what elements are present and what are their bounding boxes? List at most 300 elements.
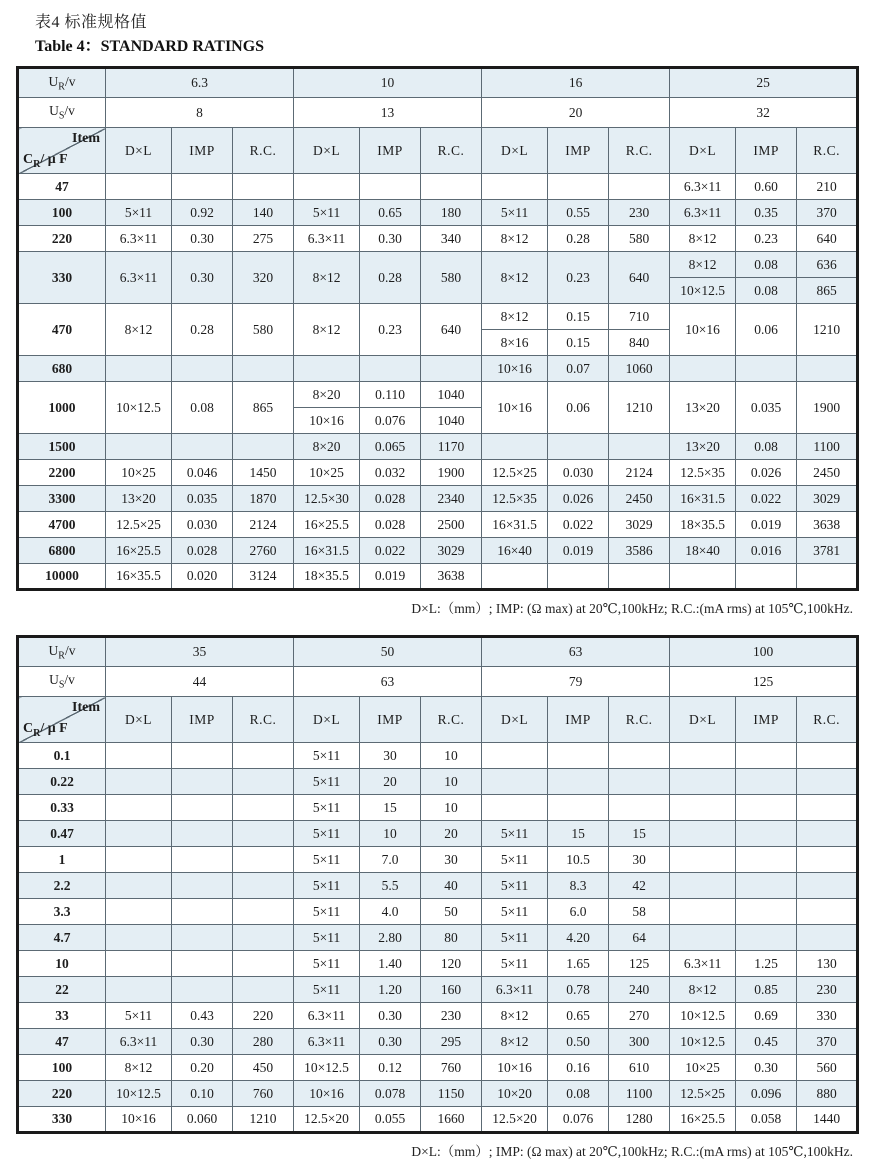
dxl-cell: 18×35.5 — [670, 512, 736, 538]
dxl-cell: 10×12.5 — [106, 1081, 172, 1107]
rc-cell: 640 — [609, 252, 670, 304]
imp-cell — [736, 795, 797, 821]
imp-cell: 0.019 — [360, 564, 421, 590]
table-row — [18, 434, 858, 460]
rc-cell — [421, 356, 482, 382]
column-header-imp: IMP — [548, 128, 609, 174]
imp-cell: 0.046 — [172, 460, 233, 486]
rc-cell — [609, 564, 670, 590]
capacitance-value: 0.1 — [18, 743, 106, 769]
imp-cell — [172, 925, 233, 951]
imp-cell: 0.16 — [548, 1055, 609, 1081]
column-header-imp: IMP — [360, 128, 421, 174]
rc-cell — [233, 821, 294, 847]
dxl-cell: 12.5×25 — [670, 1081, 736, 1107]
us-voltage-value: 44 — [106, 667, 294, 697]
capacitance-value: 6800 — [18, 538, 106, 564]
column-header-rc: R.C. — [609, 128, 670, 174]
rc-cell — [233, 174, 294, 200]
imp-cell: 0.022 — [736, 486, 797, 512]
imp-cell: 0.85 — [736, 977, 797, 1003]
table-row — [18, 847, 858, 873]
imp-cell: 0.019 — [548, 538, 609, 564]
rc-cell — [797, 743, 858, 769]
rc-cell: 640 — [421, 304, 482, 356]
title-english: Table 4：STANDARD RATINGS — [35, 38, 265, 55]
rc-cell — [609, 769, 670, 795]
imp-cell: 1.65 — [548, 951, 609, 977]
rc-cell: 230 — [609, 200, 670, 226]
dxl-cell: 18×40 — [670, 538, 736, 564]
dxl-cell: 6.3×11 — [670, 174, 736, 200]
imp-cell: 0.022 — [360, 538, 421, 564]
dxl-cell: 12.5×20 — [294, 1107, 360, 1133]
capacitance-value: 47 — [18, 174, 106, 200]
imp-cell: 0.035 — [736, 382, 797, 434]
imp-cell: 8.3 — [548, 873, 609, 899]
imp-cell — [172, 743, 233, 769]
rc-cell: 1210 — [233, 1107, 294, 1133]
table-row — [18, 951, 858, 977]
rc-cell — [609, 174, 670, 200]
imp-cell: 0.08 — [548, 1081, 609, 1107]
capacitance-value: 47 — [18, 1029, 106, 1055]
dxl-cell: 13×20 — [670, 382, 736, 434]
rc-cell: 2450 — [609, 486, 670, 512]
column-header-dxl: D×L — [106, 697, 172, 743]
imp-cell: 0.07 — [548, 356, 609, 382]
table-row — [18, 486, 858, 512]
table-row — [18, 1107, 858, 1133]
dxl-cell: 10×16 — [294, 1081, 360, 1107]
dxl-cell: 12.5×25 — [106, 512, 172, 538]
rc-cell: 1870 — [233, 486, 294, 512]
rc-cell — [797, 821, 858, 847]
rc-cell — [609, 795, 670, 821]
table-row — [18, 226, 858, 252]
dxl-cell: 5×11 — [294, 899, 360, 925]
dxl-cell: 8×12 — [294, 252, 360, 304]
imp-cell: 0.43 — [172, 1003, 233, 1029]
imp-cell: 0.076 — [548, 1107, 609, 1133]
rated-voltage-row — [18, 68, 858, 98]
rc-cell — [797, 795, 858, 821]
capacitance-value: 4700 — [18, 512, 106, 538]
us-voltage-value: 20 — [482, 98, 670, 128]
imp-cell: 6.0 — [548, 899, 609, 925]
capacitance-value: 0.22 — [18, 769, 106, 795]
imp-cell: 0.06 — [736, 304, 797, 356]
dxl-cell: 5×11 — [482, 899, 548, 925]
dxl-cell: 6.3×11 — [294, 1029, 360, 1055]
dxl-cell: 10×25 — [294, 460, 360, 486]
imp-cell — [172, 951, 233, 977]
column-header-dxl: D×L — [294, 128, 360, 174]
column-header-rc: R.C. — [797, 128, 858, 174]
rc-cell: 3638 — [797, 512, 858, 538]
rc-cell: 280 — [233, 1029, 294, 1055]
rc-cell: 3124 — [233, 564, 294, 590]
dxl-cell: 6.3×11 — [482, 977, 548, 1003]
rc-cell: 180 — [421, 200, 482, 226]
capacitance-value: 0.33 — [18, 795, 106, 821]
dxl-cell — [482, 769, 548, 795]
imp-cell: 0.55 — [548, 200, 609, 226]
imp-cell: 0.69 — [736, 1003, 797, 1029]
dxl-cell — [106, 769, 172, 795]
dxl-cell: 6.3×11 — [106, 226, 172, 252]
dxl-cell: 16×31.5 — [670, 486, 736, 512]
imp-cell — [736, 847, 797, 873]
capacitance-value: 10000 — [18, 564, 106, 590]
ur-voltage-value: 35 — [106, 637, 294, 667]
rc-cell: 50 — [421, 899, 482, 925]
column-header-imp: IMP — [736, 128, 797, 174]
dxl-cell: 5×11 — [482, 873, 548, 899]
capacitance-value: 220 — [18, 1081, 106, 1107]
dxl-cell: 8×12 — [670, 226, 736, 252]
dxl-cell — [106, 743, 172, 769]
item-cr-diagonal-header — [18, 128, 106, 174]
table-row — [18, 743, 858, 769]
column-header-rc: R.C. — [421, 128, 482, 174]
rc-cell: 125 — [609, 951, 670, 977]
column-header-imp: IMP — [172, 128, 233, 174]
dxl-cell — [670, 356, 736, 382]
imp-cell: 0.28 — [172, 304, 233, 356]
rc-cell: 240 — [609, 977, 670, 1003]
column-header-imp: IMP — [172, 697, 233, 743]
imp-cell: 0.92 — [172, 200, 233, 226]
imp-cell — [736, 564, 797, 590]
dxl-cell: 12.5×20 — [482, 1107, 548, 1133]
imp-cell: 0.30 — [360, 226, 421, 252]
rc-cell: 1210 — [797, 304, 858, 356]
rc-cell — [233, 434, 294, 460]
imp-cell: 0.058 — [736, 1107, 797, 1133]
rc-cell: 2500 — [421, 512, 482, 538]
rc-cell: 2760 — [233, 538, 294, 564]
rc-cell: 610 — [609, 1055, 670, 1081]
dxl-cell: 10×16 — [294, 408, 360, 434]
rc-cell: 160 — [421, 977, 482, 1003]
imp-cell: 0.28 — [548, 226, 609, 252]
imp-cell: 0.110 — [360, 382, 421, 408]
dxl-cell: 5×11 — [294, 200, 360, 226]
imp-cell: 0.026 — [548, 486, 609, 512]
rc-cell: 560 — [797, 1055, 858, 1081]
rc-cell — [797, 899, 858, 925]
column-header-rc: R.C. — [233, 697, 294, 743]
rc-cell: 1170 — [421, 434, 482, 460]
rc-cell: 2340 — [421, 486, 482, 512]
rc-cell — [797, 564, 858, 590]
column-header-row — [18, 697, 858, 743]
rc-cell: 3029 — [797, 486, 858, 512]
table-row — [18, 899, 858, 925]
column-header-rc: R.C. — [421, 697, 482, 743]
imp-cell — [736, 899, 797, 925]
imp-cell — [172, 356, 233, 382]
dxl-cell — [482, 743, 548, 769]
rc-cell: 30 — [609, 847, 670, 873]
imp-cell: 0.078 — [360, 1081, 421, 1107]
rc-cell: 1100 — [797, 434, 858, 460]
dxl-cell: 8×16 — [482, 330, 548, 356]
rc-cell: 2124 — [233, 512, 294, 538]
dxl-cell — [670, 769, 736, 795]
dxl-cell: 5×11 — [482, 951, 548, 977]
rc-cell: 710 — [609, 304, 670, 330]
rc-cell — [797, 873, 858, 899]
us-label: $U_S/v$ — [18, 667, 106, 697]
dxl-cell — [106, 356, 172, 382]
footnote-table-2: D×L:（mm）; IMP: (Ω max) at 20℃,100kHz; R.C.:(mA rms) at 105℃,100kHz. — [411, 1144, 853, 1159]
rc-cell: 580 — [233, 304, 294, 356]
dxl-cell: 8×12 — [482, 1029, 548, 1055]
rc-cell: 20 — [421, 821, 482, 847]
rc-cell: 1210 — [609, 382, 670, 434]
imp-cell — [360, 174, 421, 200]
capacitance-value: 100 — [18, 1055, 106, 1081]
dxl-cell: 8×20 — [294, 382, 360, 408]
rc-cell: 1900 — [421, 460, 482, 486]
rc-cell: 1150 — [421, 1081, 482, 1107]
rc-cell — [233, 847, 294, 873]
surge-voltage-row — [18, 667, 858, 697]
rc-cell: 40 — [421, 873, 482, 899]
dxl-cell: 10×12.5 — [670, 278, 736, 304]
column-header-imp: IMP — [736, 697, 797, 743]
capacitance-value: 1 — [18, 847, 106, 873]
dxl-cell: 5×11 — [294, 769, 360, 795]
imp-cell: 0.50 — [548, 1029, 609, 1055]
dxl-cell: 6.3×11 — [670, 200, 736, 226]
imp-cell — [172, 434, 233, 460]
imp-cell: 0.020 — [172, 564, 233, 590]
standard-ratings-table-1 — [16, 66, 859, 591]
capacitance-value: 1000 — [18, 382, 106, 434]
dxl-cell: 5×11 — [106, 1003, 172, 1029]
table-row — [18, 977, 858, 1003]
rc-cell: 340 — [421, 226, 482, 252]
rc-cell: 1900 — [797, 382, 858, 434]
surge-voltage-row — [18, 98, 858, 128]
rc-cell: 450 — [233, 1055, 294, 1081]
dxl-cell: 16×25.5 — [106, 538, 172, 564]
ur-voltage-value: 25 — [670, 68, 858, 98]
rc-cell — [797, 925, 858, 951]
imp-cell: 0.30 — [736, 1055, 797, 1081]
column-header-dxl: D×L — [294, 697, 360, 743]
rc-cell: 1450 — [233, 460, 294, 486]
dxl-cell: 5×11 — [294, 977, 360, 1003]
rc-cell — [233, 873, 294, 899]
capacitance-label: $C_R/$ μ F — [23, 721, 68, 739]
imp-cell: 0.035 — [172, 486, 233, 512]
rc-cell: 3638 — [421, 564, 482, 590]
rc-cell: 320 — [233, 252, 294, 304]
dxl-cell — [482, 434, 548, 460]
capacitance-value: 3.3 — [18, 899, 106, 925]
capacitance-value: 3300 — [18, 486, 106, 512]
capacitance-value: 22 — [18, 977, 106, 1003]
dxl-cell: 16×40 — [482, 538, 548, 564]
rc-cell: 10 — [421, 769, 482, 795]
imp-cell: 0.08 — [736, 252, 797, 278]
dxl-cell: 10×20 — [482, 1081, 548, 1107]
column-header-rc: R.C. — [233, 128, 294, 174]
us-voltage-value: 13 — [294, 98, 482, 128]
rc-cell: 636 — [797, 252, 858, 278]
imp-cell: 0.096 — [736, 1081, 797, 1107]
table-row — [18, 252, 858, 278]
ur-voltage-value: 63 — [482, 637, 670, 667]
imp-cell: 0.15 — [548, 304, 609, 330]
rc-cell: 230 — [421, 1003, 482, 1029]
us-voltage-value: 125 — [670, 667, 858, 697]
imp-cell — [548, 434, 609, 460]
dxl-cell: 8×12 — [106, 304, 172, 356]
capacitance-value: 33 — [18, 1003, 106, 1029]
table-row — [18, 538, 858, 564]
table-row — [18, 821, 858, 847]
imp-cell: 4.0 — [360, 899, 421, 925]
dxl-cell — [670, 899, 736, 925]
dxl-cell: 8×12 — [482, 226, 548, 252]
table-row — [18, 1029, 858, 1055]
rc-cell: 140 — [233, 200, 294, 226]
dxl-cell: 5×11 — [294, 821, 360, 847]
dxl-cell — [106, 821, 172, 847]
imp-cell: 30 — [360, 743, 421, 769]
rc-cell: 10 — [421, 795, 482, 821]
rc-cell: 120 — [421, 951, 482, 977]
rc-cell — [233, 795, 294, 821]
capacitance-value: 330 — [18, 1107, 106, 1133]
dxl-cell: 10×16 — [670, 304, 736, 356]
rc-cell: 640 — [797, 226, 858, 252]
imp-cell — [548, 564, 609, 590]
imp-cell: 0.45 — [736, 1029, 797, 1055]
rc-cell: 1040 — [421, 382, 482, 408]
imp-cell: 0.30 — [172, 252, 233, 304]
capacitance-value: 10 — [18, 951, 106, 977]
item-cr-diagonal-header — [18, 697, 106, 743]
dxl-cell: 10×12.5 — [294, 1055, 360, 1081]
rc-cell: 300 — [609, 1029, 670, 1055]
ur-voltage-value: 10 — [294, 68, 482, 98]
imp-cell: 10 — [360, 821, 421, 847]
rc-cell — [233, 977, 294, 1003]
dxl-cell — [106, 873, 172, 899]
column-header-rc: R.C. — [797, 697, 858, 743]
imp-cell: 15 — [360, 795, 421, 821]
dxl-cell: 12.5×35 — [482, 486, 548, 512]
dxl-cell: 6.3×11 — [294, 226, 360, 252]
dxl-cell: 10×16 — [482, 1055, 548, 1081]
table-row — [18, 200, 858, 226]
imp-cell: 0.23 — [548, 252, 609, 304]
imp-cell: 0.060 — [172, 1107, 233, 1133]
imp-cell: 0.30 — [360, 1003, 421, 1029]
rc-cell: 80 — [421, 925, 482, 951]
imp-cell: 4.20 — [548, 925, 609, 951]
imp-cell: 0.028 — [172, 538, 233, 564]
table-row — [18, 925, 858, 951]
standard-ratings-table-2 — [16, 635, 859, 1134]
dxl-cell — [482, 564, 548, 590]
table-row — [18, 1055, 858, 1081]
rc-cell: 15 — [609, 821, 670, 847]
rc-cell: 64 — [609, 925, 670, 951]
dxl-cell: 5×11 — [482, 925, 548, 951]
table-row — [18, 1003, 858, 1029]
dxl-cell: 10×16 — [482, 356, 548, 382]
dxl-cell — [106, 951, 172, 977]
imp-cell: 0.019 — [736, 512, 797, 538]
dxl-cell: 12.5×25 — [482, 460, 548, 486]
imp-cell: 0.65 — [548, 1003, 609, 1029]
rc-cell: 1660 — [421, 1107, 482, 1133]
table-row — [18, 356, 858, 382]
rc-cell: 220 — [233, 1003, 294, 1029]
dxl-cell: 6.3×11 — [294, 1003, 360, 1029]
column-header-dxl: D×L — [670, 697, 736, 743]
dxl-cell — [294, 356, 360, 382]
table-row — [18, 304, 858, 330]
imp-cell: 0.08 — [736, 278, 797, 304]
dxl-cell: 6.3×11 — [106, 252, 172, 304]
imp-cell: 0.032 — [360, 460, 421, 486]
rc-cell: 130 — [797, 951, 858, 977]
imp-cell: 0.30 — [172, 226, 233, 252]
imp-cell — [172, 873, 233, 899]
rc-cell — [233, 951, 294, 977]
table-row — [18, 174, 858, 200]
imp-cell: 0.23 — [360, 304, 421, 356]
dxl-cell: 16×35.5 — [106, 564, 172, 590]
rc-cell: 1100 — [609, 1081, 670, 1107]
column-header-dxl: D×L — [106, 128, 172, 174]
imp-cell — [360, 356, 421, 382]
rc-cell: 10 — [421, 743, 482, 769]
dxl-cell — [482, 795, 548, 821]
rc-cell: 42 — [609, 873, 670, 899]
capacitance-value: 1500 — [18, 434, 106, 460]
table-row — [18, 795, 858, 821]
imp-cell — [172, 899, 233, 925]
imp-cell: 0.30 — [172, 1029, 233, 1055]
imp-cell — [548, 174, 609, 200]
dxl-cell: 13×20 — [106, 486, 172, 512]
title-chinese: 表4 标准规格值 — [35, 14, 148, 31]
dxl-cell: 5×11 — [106, 200, 172, 226]
dxl-cell: 16×25.5 — [294, 512, 360, 538]
dxl-cell: 8×12 — [482, 1003, 548, 1029]
rc-cell: 275 — [233, 226, 294, 252]
ur-voltage-value: 50 — [294, 637, 482, 667]
ur-label: $U_R/v$ — [18, 68, 106, 98]
dxl-cell: 16×31.5 — [294, 538, 360, 564]
imp-cell: 0.35 — [736, 200, 797, 226]
dxl-cell — [670, 847, 736, 873]
imp-cell: 0.15 — [548, 330, 609, 356]
imp-cell: 0.028 — [360, 486, 421, 512]
imp-cell: 0.23 — [736, 226, 797, 252]
dxl-cell — [670, 925, 736, 951]
dxl-cell: 16×31.5 — [482, 512, 548, 538]
